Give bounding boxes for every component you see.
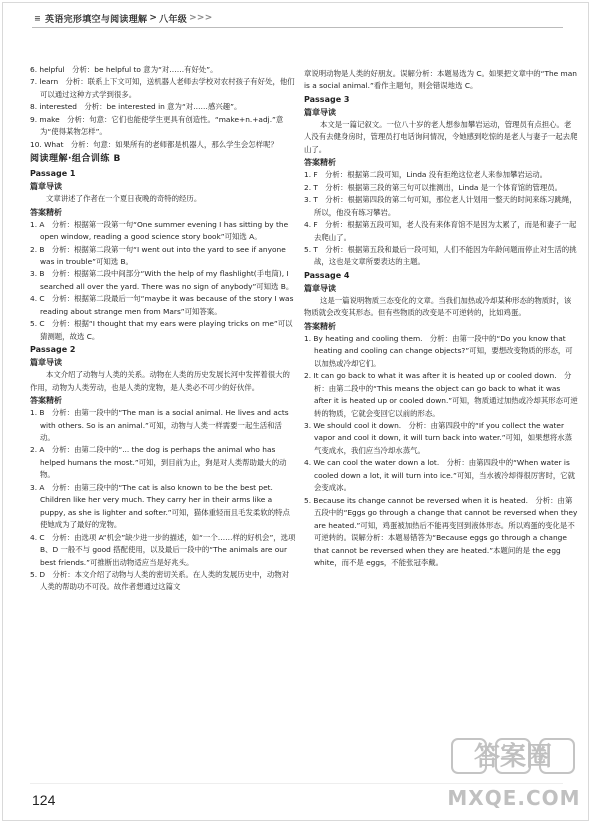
section-heading: 篇章导读	[304, 283, 336, 293]
section-heading: 答案精析	[30, 207, 62, 217]
section-heading: 篇章导读	[304, 107, 336, 117]
passage-heading: Passage 1	[30, 169, 76, 179]
passage-heading: Passage 3	[304, 94, 350, 104]
answer-item: 4. C 分析：根据第二段最后一句“maybe it was because of the story I was reading about strange men from Mars”可知答案。	[30, 294, 294, 316]
answer-item: 4. C 分析：由选项 A“机会”缺少进一步的描述，如“一个……样的好机会”，选项 B、D 一般不与 good 搭配使用，以及最后一段中的“The animals are our best friends.”可推断出动物适应当是好兆头。	[30, 532, 296, 567]
answer-item: 3. B 分析：根据第二段中间部分“With the help of my flashlight(手电筒), I searched all over the yard. There was no sign of anybody”可知选 B。	[30, 269, 294, 291]
answer-item: 1. By heating and cooling them. 分析：由第一段中的“Do you know that heating and cooling can change objects?”可知，要想改变物质的形态，可以加热或冷却它们。	[304, 333, 573, 368]
header-title: 英语完形填空与阅读理解	[45, 14, 148, 25]
answer-item: 2. B 分析：根据第二段第一句“I went out into the yard to see if anyone was in trouble”可知选 B。	[30, 244, 286, 266]
answer-item: 5. T 分析：根据第五段和最后一段可知，人们不能因为年龄问题而停止对生活的挑战，这也是文章所要表达的主题。	[304, 244, 577, 267]
section-heading: 答案精析	[304, 321, 336, 331]
summary-paragraph: 文章讲述了作者在一个夏日夜晚的奇特的经历。	[46, 194, 202, 204]
passage-heading: Passage 4	[304, 270, 350, 280]
answer-item: 6. helpful 分析：be helpful to 意为“对……有好处”。	[30, 65, 218, 74]
answer-item: 2. T 分析：根据第三段的第三句可以推测出，Linda 是一个体育馆的管理员。	[304, 182, 563, 192]
header-separator: >	[149, 13, 158, 23]
summary-paragraph: 本文介绍了动物与人类的关系。动物在人类的历史发展长河中发挥着很大的作用，动物为人类劳动，也是人类的宠物，是人类必不可少的好伙伴。	[30, 370, 290, 392]
answer-item: 5. Because its change cannot be reversed when it is heated. 分析：由第五段中的“Eggs go through a change that cannot be reversed when they are heated.”可知，鸡蛋被加热后不能再变回到液体形态。所以鸡蛋的变化是不可逆转的。误解分析：本题易错答为“Because eggs go through a change that cannot be reversed when they are heated.”本题问的是 the egg white，而不是 eggs，不能张冠李戴。	[304, 495, 578, 567]
answer-item: 1. A 分析：根据第一段第一句“One summer evening I has sitting by the open window, reading a good science story book”可知选 A。	[30, 219, 289, 242]
section-heading: 答案精析	[304, 158, 336, 168]
answer-item: 1. B 分析：由第一段中的“The man is a social animal. He lives and acts with others. So is an animal.”可知，动物与人类一样需要一起生活和活动。	[30, 408, 289, 442]
running-header	[34, 10, 213, 26]
continued-text: 章说明动物是人类的好朋友。误解分析：本题易选为 C。如果把文章中的“The man is a social animal.”看作主题句，则会错误地选 C。	[304, 69, 577, 91]
group-heading: 阅读理解·组合训练 B	[30, 154, 121, 165]
answer-item: 1. F 分析：根据第二段可知，Linda 没有拒绝这位老人来参加攀岩运动。	[304, 170, 548, 180]
answer-item: 7. learn 分析：联系上下文可知，送机器人老师去学校对农村孩子有好处，他们可以通过这种方式学到很多。	[30, 77, 295, 99]
answer-item: 9. make 分析：句意：它们也能使学生更具有创造性。“make+n.+adj.”意为“使得某物怎样”。	[30, 114, 284, 137]
answer-item: 3. We should cool it down. 分析：由第四段中的“If you collect the water vapor and cool it down, it will turn back into water.”可知，如果想将水蒸气变成水，我们应当冷却水蒸气。	[304, 420, 573, 455]
answer-item: 3. A 分析：由第三段中的“The cat is also known to be the best pet. Children like her very much. They carry her in their arms like a puppy, as she is lighter and softer.”可知，猫体重轻而且毛发柔软的特点使她成为了最好的宠物。	[30, 482, 290, 530]
section-heading: 答案精析	[30, 396, 62, 406]
answer-item: 2. A 分析：由第二段中的“... the dog is perhaps the animal who has helped humans the most.”可知，到目前为止，狗是对人类帮助最大的动物。	[30, 445, 287, 480]
answer-item: 5. C 分析：根据“I thought that my ears were playing tricks on me”可以猜测题，故选 C。	[30, 319, 293, 341]
right-column	[304, 68, 578, 569]
answer-item: 3. T 分析：根据第四段的第二句可知，那位老人计划用一整天的时间来练习跳绳，所以，他没有练习攀岩。	[304, 195, 577, 217]
header-grade: 八年级	[159, 14, 188, 25]
header-rule	[32, 27, 563, 28]
section-heading: 篇章导读	[30, 358, 62, 368]
answer-item: 4. We can cool the water down a lot. 分析：由第四段中的“When water is cooled down a lot, it will turn into ice.”可知，当水被冷却得很厉害时，它就会变成冰。	[304, 458, 576, 493]
page-number: 124	[32, 792, 56, 808]
left-column	[30, 64, 296, 594]
watermark-line1: 答案圈	[473, 742, 553, 772]
watermark-line2: MXQE.COM	[447, 786, 581, 810]
watermark-logo	[446, 735, 586, 820]
answer-item: 8. interested 分析：be interested in 意为“对……感兴趣”。	[30, 102, 242, 112]
section-heading: 篇章导读	[30, 182, 62, 192]
summary-paragraph: 本文是一篇记叙文。一位八十岁的老人想参加攀岩运动，管理员有点担心。老人没有去健身房时，管理员打电话询问情况，令她感到吃惊的是老人与妻子一起去爬山了。	[304, 119, 578, 154]
header-mark-icon: ≡	[34, 13, 42, 23]
answer-item: 10. What 分析：句意：如果所有的老师都是机器人，那么学生会怎样呢？	[30, 139, 278, 149]
answer-item: 4. F 分析：根据第五段可知，老人没有来体育馆不是因为太累了，而是和妻子一起去爬山了。	[304, 220, 577, 242]
header-decoration: >>>	[189, 13, 213, 23]
answer-item: 5. D 分析：本文介绍了动物与人类的密切关系。在人类的发展历史中，动物对人类的帮助功不可没。故作者想通过这篇文	[30, 569, 289, 592]
passage-heading: Passage 2	[30, 345, 76, 355]
answer-item: 2. It can go back to what it was after it is heated up or cooled down. 分析：由第二段中的“This means the object can go back to what it was after it is heated up or cooled down.”可知，物质通过加热或冷却其形态可逆转的物质，它就会变回它以前的形态。	[304, 371, 578, 418]
summary-paragraph: 这是一篇说明物质三态变化的文章。当我们加热或冷却某种形态的物质时，该物质就会改变其形态。但有些物质的改变是不可逆转的，比如鸡蛋。	[304, 295, 572, 318]
